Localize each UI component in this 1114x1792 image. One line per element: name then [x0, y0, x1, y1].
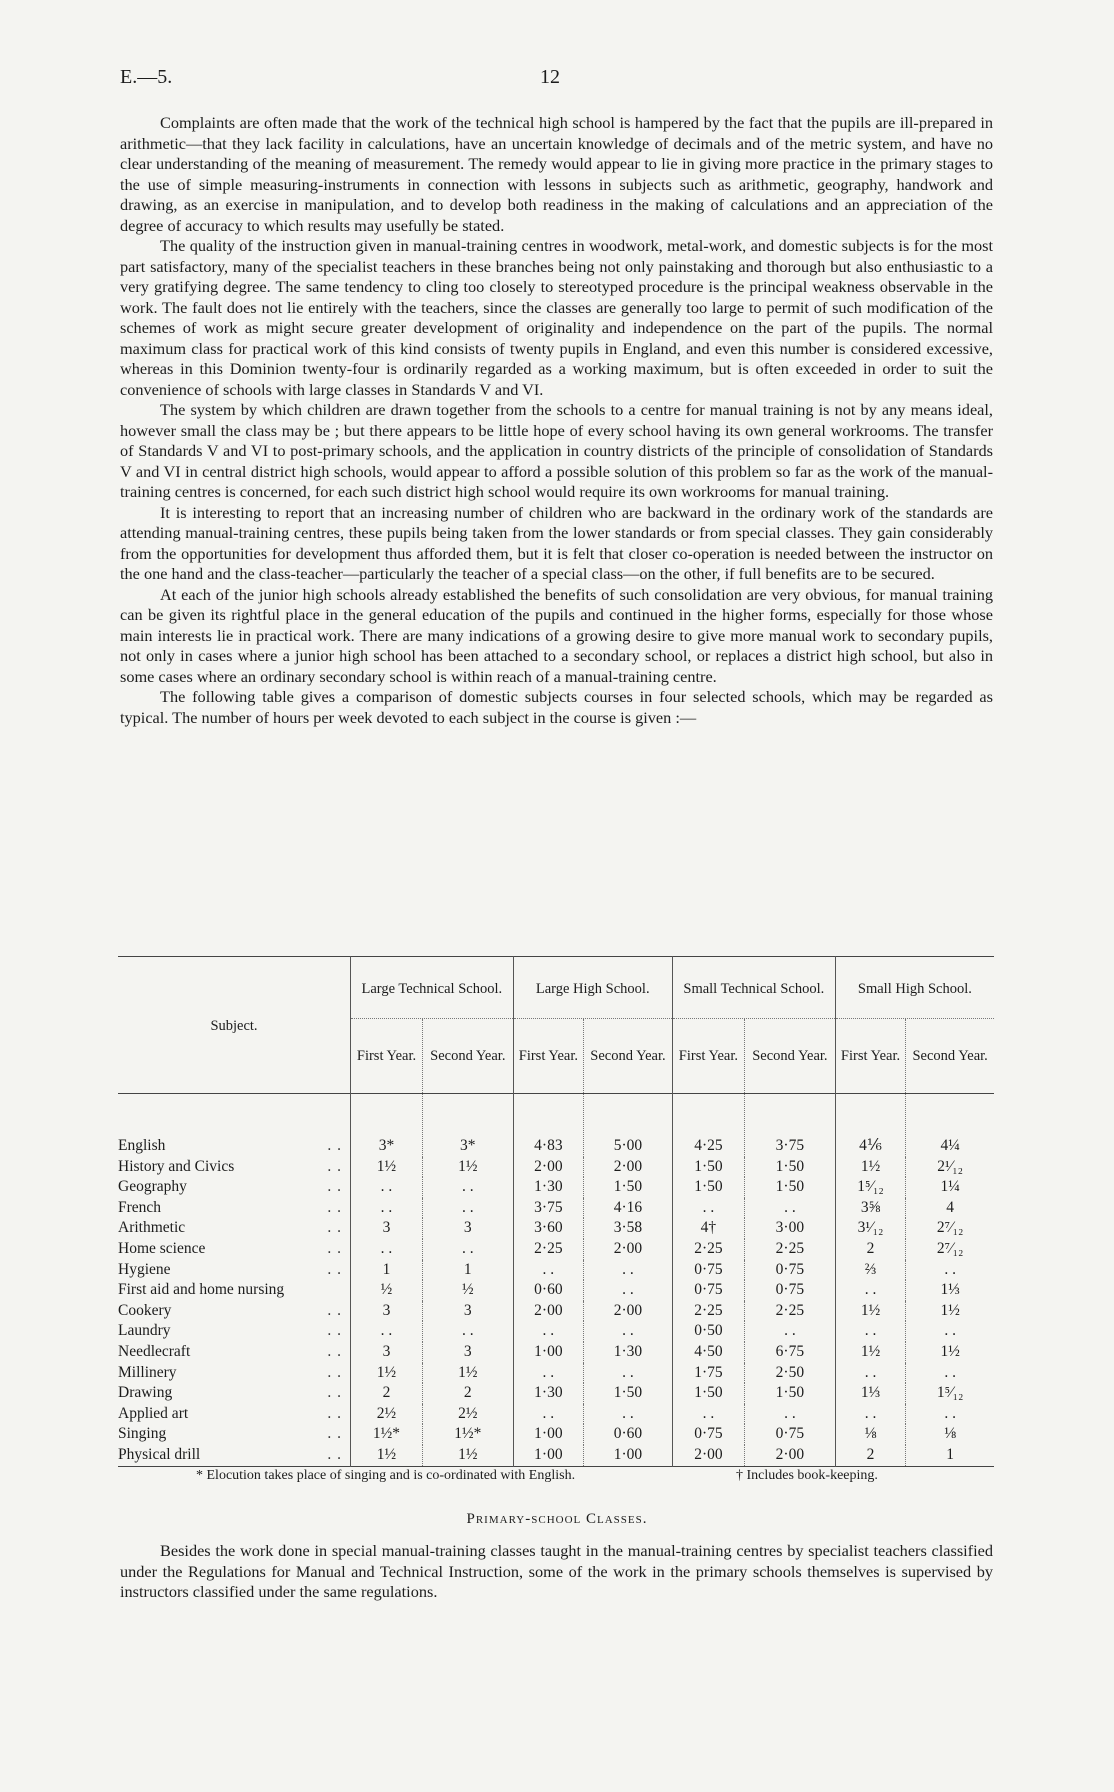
hours-cell: 2·00: [513, 1301, 583, 1322]
group-header-large-technical: Large Technical School.: [351, 957, 514, 1019]
leader-dots: . .: [327, 1239, 342, 1257]
subject-cell: [118, 1445, 351, 1466]
hours-cell: 1: [351, 1260, 423, 1281]
hours-cell: 1: [906, 1445, 994, 1466]
subject-name: Arithmetic: [118, 1219, 186, 1237]
hours-cell: 3: [422, 1218, 513, 1239]
hours-cell: 3⅝: [835, 1198, 905, 1219]
leader-dots: . .: [327, 1363, 342, 1381]
hours-cell: 4·50: [672, 1342, 744, 1363]
paragraph: Complaints are often made that the work of the technical high school is hampered by the fact that the pupils are ill-prepared in arithmetic—that they lack facility in calculations, have an uncertain knowledge of decimals and of the metric system, and have no clear understanding of the meaning of measurement. The remedy would appear to lie in giving more practice in the primary stages to the use of simple measuring-instruments in connection with lessons in subjects such as arithmetic, geography, handwork and drawing, as an exercise in manipulation, and to develop both readiness in the making of calculations and an appreciation of the degree of accuracy to which results may usefully be stated.: [120, 113, 993, 235]
subject-name: Millinery: [118, 1363, 177, 1381]
hours-cell: . .: [422, 1239, 513, 1260]
subject-cell: [118, 1218, 351, 1239]
hours-cell: 1·50: [672, 1383, 744, 1404]
hours-cell: . .: [584, 1280, 673, 1301]
subject-cell: [118, 1342, 351, 1363]
hours-cell: 5·00: [584, 1094, 673, 1157]
paragraph: At each of the junior high schools already established the benefits of such consolidation are very obvious, for manual training can be given its rightful place in the general education of the pupils and continued in the higher forms, especially for those whose main interests lie in practical work. There are many indications of a growing desire to give more manual work to secondary pupils, not only in cases where a junior high school has been attached to a secondary school, or replaces a district high school, but also in some cases where an ordinary secondary school is within reach of a manual-training centre.: [120, 584, 993, 686]
table-row: [118, 1363, 994, 1384]
hours-cell: 2⁷⁄₁₂: [906, 1239, 994, 1260]
hours-cell: . .: [744, 1321, 835, 1342]
hours-cell: 2½: [422, 1404, 513, 1425]
hours-cell: 1½: [835, 1157, 905, 1178]
hours-cell: 2·50: [744, 1363, 835, 1384]
hours-cell: 2·25: [672, 1301, 744, 1322]
leader-dots: . .: [327, 1198, 342, 1216]
hours-cell: 1·75: [672, 1363, 744, 1384]
subject-cell: [118, 1424, 351, 1445]
table-row: [118, 1218, 994, 1239]
hours-cell: . .: [513, 1363, 583, 1384]
leader-dots: . .: [327, 1342, 342, 1360]
hours-cell: . .: [351, 1321, 423, 1342]
year-header-first: First Year.: [513, 1019, 583, 1094]
subject-name: First aid and home nursing: [118, 1281, 285, 1299]
table-row: [118, 1260, 994, 1281]
hours-cell: 3·58: [584, 1218, 673, 1239]
hours-cell: ⅔: [835, 1260, 905, 1281]
hours-cell: 2: [351, 1383, 423, 1404]
leader-dots: . .: [327, 1445, 342, 1463]
table-row: [118, 1239, 994, 1260]
subject-name: Drawing: [118, 1384, 173, 1402]
hours-cell: 3*: [351, 1094, 423, 1157]
subject-name: Physical drill: [118, 1445, 201, 1463]
hours-cell: 1½: [422, 1363, 513, 1384]
hours-cell: 1½*: [422, 1424, 513, 1445]
hours-cell: . .: [351, 1198, 423, 1219]
hours-cell: 0·60: [584, 1424, 673, 1445]
hours-cell: . .: [422, 1321, 513, 1342]
hours-cell: 1·00: [513, 1424, 583, 1445]
subject-name: French: [118, 1198, 162, 1216]
leader-dots: . .: [327, 1137, 342, 1154]
leader-dots: . .: [327, 1157, 342, 1175]
hours-cell: 3: [351, 1342, 423, 1363]
hours-cell: 1·50: [744, 1157, 835, 1178]
group-header-large-high: Large High School.: [513, 957, 672, 1019]
table-row: [118, 1404, 994, 1425]
hours-cell: 1·30: [513, 1383, 583, 1404]
leader-dots: . .: [327, 1384, 342, 1402]
hours-cell: 0·60: [513, 1280, 583, 1301]
hours-cell: 4·16: [584, 1198, 673, 1219]
table-row: [118, 1157, 994, 1178]
hours-cell: 3*: [422, 1094, 513, 1157]
year-header-first: First Year.: [351, 1019, 423, 1094]
subject-name: Needlecraft: [118, 1342, 191, 1360]
hours-cell: 0·75: [672, 1280, 744, 1301]
hours-cell: 0·75: [672, 1260, 744, 1281]
hours-cell: . .: [672, 1404, 744, 1425]
table-row: [118, 1321, 994, 1342]
hours-cell: 1·30: [513, 1177, 583, 1198]
subject-name: Geography: [118, 1178, 187, 1196]
hours-cell: 1·50: [672, 1157, 744, 1178]
subject-cell: [118, 1260, 351, 1281]
hours-cell: 4¼: [906, 1094, 994, 1157]
subject-cell: [118, 1363, 351, 1384]
hours-cell: 1·00: [584, 1445, 673, 1466]
hours-cell: 3·60: [513, 1218, 583, 1239]
hours-cell: 3·00: [744, 1218, 835, 1239]
hours-cell: . .: [744, 1198, 835, 1219]
hours-cell: ½: [351, 1280, 423, 1301]
hours-cell: 1½: [906, 1301, 994, 1322]
hours-cell: 4: [906, 1198, 994, 1219]
table-row: [118, 1301, 994, 1322]
subject-column-header: Subject.: [210, 1018, 258, 1034]
hours-cell: 2¹⁄₁₂: [906, 1157, 994, 1178]
hours-cell: 2: [422, 1383, 513, 1404]
hours-cell: 4·83: [513, 1094, 583, 1157]
hours-cell: 2·00: [672, 1445, 744, 1466]
year-header-second: Second Year.: [906, 1019, 994, 1094]
subject-cell: [118, 1239, 351, 1260]
hours-cell: 2·00: [584, 1301, 673, 1322]
hours-cell: 2·25: [744, 1239, 835, 1260]
hours-cell: . .: [906, 1363, 994, 1384]
hours-cell: ½: [422, 1280, 513, 1301]
hours-cell: . .: [835, 1280, 905, 1301]
hours-cell: 1½: [422, 1445, 513, 1466]
hours-cell: ⅛: [835, 1424, 905, 1445]
hours-cell: 1½: [835, 1342, 905, 1363]
body-paragraphs: [120, 113, 993, 728]
subject-name: English: [118, 1137, 166, 1154]
table-body: [118, 1094, 994, 1467]
hours-cell: . .: [744, 1404, 835, 1425]
hours-cell: 1⁵⁄₁₂: [906, 1383, 994, 1404]
table-row: [118, 1280, 994, 1301]
hours-cell: 1½: [351, 1445, 423, 1466]
hours-cell: . .: [835, 1321, 905, 1342]
table-row: [118, 1198, 994, 1219]
hours-cell: 1½: [351, 1157, 423, 1178]
hours-cell: 2·25: [672, 1239, 744, 1260]
subject-name: Home science: [118, 1239, 206, 1257]
hours-cell: 2½: [351, 1404, 423, 1425]
hours-cell: . .: [513, 1321, 583, 1342]
subject-name: Hygiene: [118, 1260, 171, 1278]
table-row: [118, 1445, 994, 1466]
group-header-small-high: Small High School.: [835, 957, 994, 1019]
year-header-second: Second Year.: [744, 1019, 835, 1094]
year-header-first: First Year.: [835, 1019, 905, 1094]
hours-cell: 2·00: [584, 1239, 673, 1260]
hours-cell: . .: [672, 1198, 744, 1219]
subject-cell: [118, 1383, 351, 1404]
leader-dots: . .: [327, 1301, 342, 1319]
hours-cell: 3: [422, 1342, 513, 1363]
hours-cell: 2·25: [513, 1239, 583, 1260]
year-header-first: First Year.: [672, 1019, 744, 1094]
paragraph: Besides the work done in special manual-training classes taught in the manual-training centres by specialist teachers classified under the Regulations for Manual and Technical Instruction, some of the work in the primary schools themselves is supervised by instructors classified under the same regulations.: [120, 1541, 993, 1601]
table-row: [118, 1177, 994, 1198]
hours-cell: . .: [513, 1260, 583, 1281]
subject-cell: [118, 1094, 351, 1157]
hours-cell: 2·00: [513, 1157, 583, 1178]
hours-cell: 3·75: [513, 1198, 583, 1219]
hours-cell: 3¹⁄₁₂: [835, 1218, 905, 1239]
hours-cell: 2·00: [744, 1445, 835, 1466]
hours-cell: 4†: [672, 1218, 744, 1239]
leader-dots: . .: [327, 1260, 342, 1278]
hours-cell: . .: [584, 1321, 673, 1342]
hours-cell: 2·00: [584, 1157, 673, 1178]
hours-cell: . .: [584, 1404, 673, 1425]
hours-cell: 1⅓: [835, 1383, 905, 1404]
subject-name: Laundry: [118, 1322, 171, 1340]
hours-cell: 4·25: [672, 1094, 744, 1157]
table-row: [118, 1424, 994, 1445]
hours-cell: . .: [584, 1260, 673, 1281]
hours-cell: . .: [351, 1177, 423, 1198]
leader-dots: . .: [327, 1425, 342, 1443]
hours-cell: 1½: [906, 1342, 994, 1363]
hours-cell: 1½: [422, 1157, 513, 1178]
year-header-second: Second Year.: [422, 1019, 513, 1094]
paragraph: The system by which children are drawn together from the schools to a centre for manual training is not by any means ideal, however small the class may be ; but there appears to be little hope of every school having its own general workrooms. The transfer of Standards V and VI to post-primary schools, and the application in country districts of the principle of consolidation of Standards V and VI in central district high schools, would appear to afford a possible solution of this problem so far as the work of the manual-training centres is concerned, for each such district high school would require its own workrooms for manual training.: [120, 400, 993, 501]
hours-cell: 1⁵⁄₁₂: [835, 1177, 905, 1198]
hours-cell: 0·75: [744, 1280, 835, 1301]
hours-cell: 1·50: [672, 1177, 744, 1198]
hours-cell: 2: [835, 1445, 905, 1466]
subject-cell: [118, 1157, 351, 1178]
hours-cell: 1·50: [584, 1177, 673, 1198]
hours-cell: 1¼: [906, 1177, 994, 1198]
subject-name: History and Civics: [118, 1157, 235, 1175]
leader-dots: . .: [327, 1322, 342, 1340]
subject-cell: [118, 1177, 351, 1198]
hours-cell: 1·50: [744, 1177, 835, 1198]
footnote-elocution: * Elocution takes place of singing and is co-ordinated with English.: [196, 1468, 576, 1483]
hours-cell: . .: [513, 1404, 583, 1425]
table-row: [118, 1342, 994, 1363]
subject-name: Singing: [118, 1425, 167, 1443]
subject-name: Cookery: [118, 1301, 172, 1319]
hours-cell: 2: [835, 1239, 905, 1260]
paragraph: It is interesting to report that an increasing number of children who are backward in the ordinary work of the standards are attending manual-training centres, these pupils being taken from the lower standards or from special classes. They gain considerably from the opportunities for development thus afforded them, but it is felt that closer co-operation is needed between the instructor on the one hand and the class-teacher—particularly the teacher of a special class—on the other, if full benefits are to be secured.: [120, 502, 993, 583]
hours-cell: 1½: [835, 1301, 905, 1322]
hours-cell: 1·00: [513, 1342, 583, 1363]
section-heading: Primary-school Classes.: [466, 1511, 648, 1527]
paragraph: The quality of the instruction given in manual-training centres in woodwork, metal-work, and domestic subjects is for the most part satisfactory, many of the specialist teachers in these branches being not only painstaking and thorough but also enthusiastic to a very gratifying degree. The same tendency to cling too closely to stereotyped procedure is the principal weakness observable in the work. The fault does not lie entirely with the teachers, since the classes are generally too large to permit of such modification of the schemes of work as might secure greater development of originality and independence on the part of the pupils. The normal maximum class for practical work of this kind consists of twenty pupils in England, and even this number is considered excessive, whereas in this Dominion twenty-four is ordinarily regarded as a working maximum, but is often exceeded in order to suit the convenience of schools with large classes in Standards V and VI.: [120, 236, 993, 399]
hours-cell: 6·75: [744, 1342, 835, 1363]
hours-cell: . .: [906, 1260, 994, 1281]
hours-cell: . .: [835, 1404, 905, 1425]
hours-cell: . .: [351, 1239, 423, 1260]
hours-cell: 1·30: [584, 1342, 673, 1363]
group-header-small-technical: Small Technical School.: [672, 957, 835, 1019]
hours-cell: . .: [835, 1363, 905, 1384]
hours-cell: 0·75: [744, 1424, 835, 1445]
hours-cell: 1½*: [351, 1424, 423, 1445]
hours-cell: 0·50: [672, 1321, 744, 1342]
hours-cell: 3: [422, 1301, 513, 1322]
table-row: [118, 1383, 994, 1404]
hours-cell: 3·75: [744, 1094, 835, 1157]
hours-cell: . .: [584, 1363, 673, 1384]
hours-cell: 2⁷⁄₁₂: [906, 1218, 994, 1239]
report-reference: E.—5.: [120, 66, 173, 88]
hours-cell: 1: [422, 1260, 513, 1281]
hours-cell: 0·75: [744, 1260, 835, 1281]
hours-cell: 2·25: [744, 1301, 835, 1322]
hours-cell: 1½: [351, 1363, 423, 1384]
paragraph: The following table gives a comparison of domestic subjects courses in four selected schools, which may be regarded as typical. The number of hours per week devoted to each subject in the course is given :—: [120, 687, 993, 727]
hours-cell: 1·50: [744, 1383, 835, 1404]
hours-cell: 4⅙: [835, 1094, 905, 1157]
hours-cell: 1·00: [513, 1445, 583, 1466]
subject-cell: [118, 1280, 351, 1301]
hours-cell: 0·75: [672, 1424, 744, 1445]
subject-cell: [118, 1301, 351, 1322]
hours-cell: 3: [351, 1301, 423, 1322]
hours-comparison-table: [118, 956, 994, 1467]
subject-cell: [118, 1404, 351, 1425]
table-row: [118, 1094, 994, 1157]
year-header-second: Second Year.: [584, 1019, 673, 1094]
page-number: 12: [540, 66, 560, 88]
hours-cell: . .: [422, 1198, 513, 1219]
hours-cell: ⅛: [906, 1424, 994, 1445]
leader-dots: . .: [327, 1219, 342, 1237]
hours-cell: 1⅓: [906, 1280, 994, 1301]
subject-name: Applied art: [118, 1404, 189, 1422]
leader-dots: . .: [327, 1178, 342, 1196]
leader-dots: . .: [327, 1404, 342, 1422]
subject-cell: [118, 1198, 351, 1219]
hours-cell: . .: [906, 1404, 994, 1425]
hours-cell: 3: [351, 1218, 423, 1239]
footnote-book-keeping: † Includes book-keeping.: [736, 1468, 878, 1483]
hours-cell: 1·50: [584, 1383, 673, 1404]
subject-cell: [118, 1321, 351, 1342]
hours-cell: . .: [906, 1321, 994, 1342]
closing-paragraph-block: [120, 1541, 993, 1603]
hours-cell: . .: [422, 1177, 513, 1198]
